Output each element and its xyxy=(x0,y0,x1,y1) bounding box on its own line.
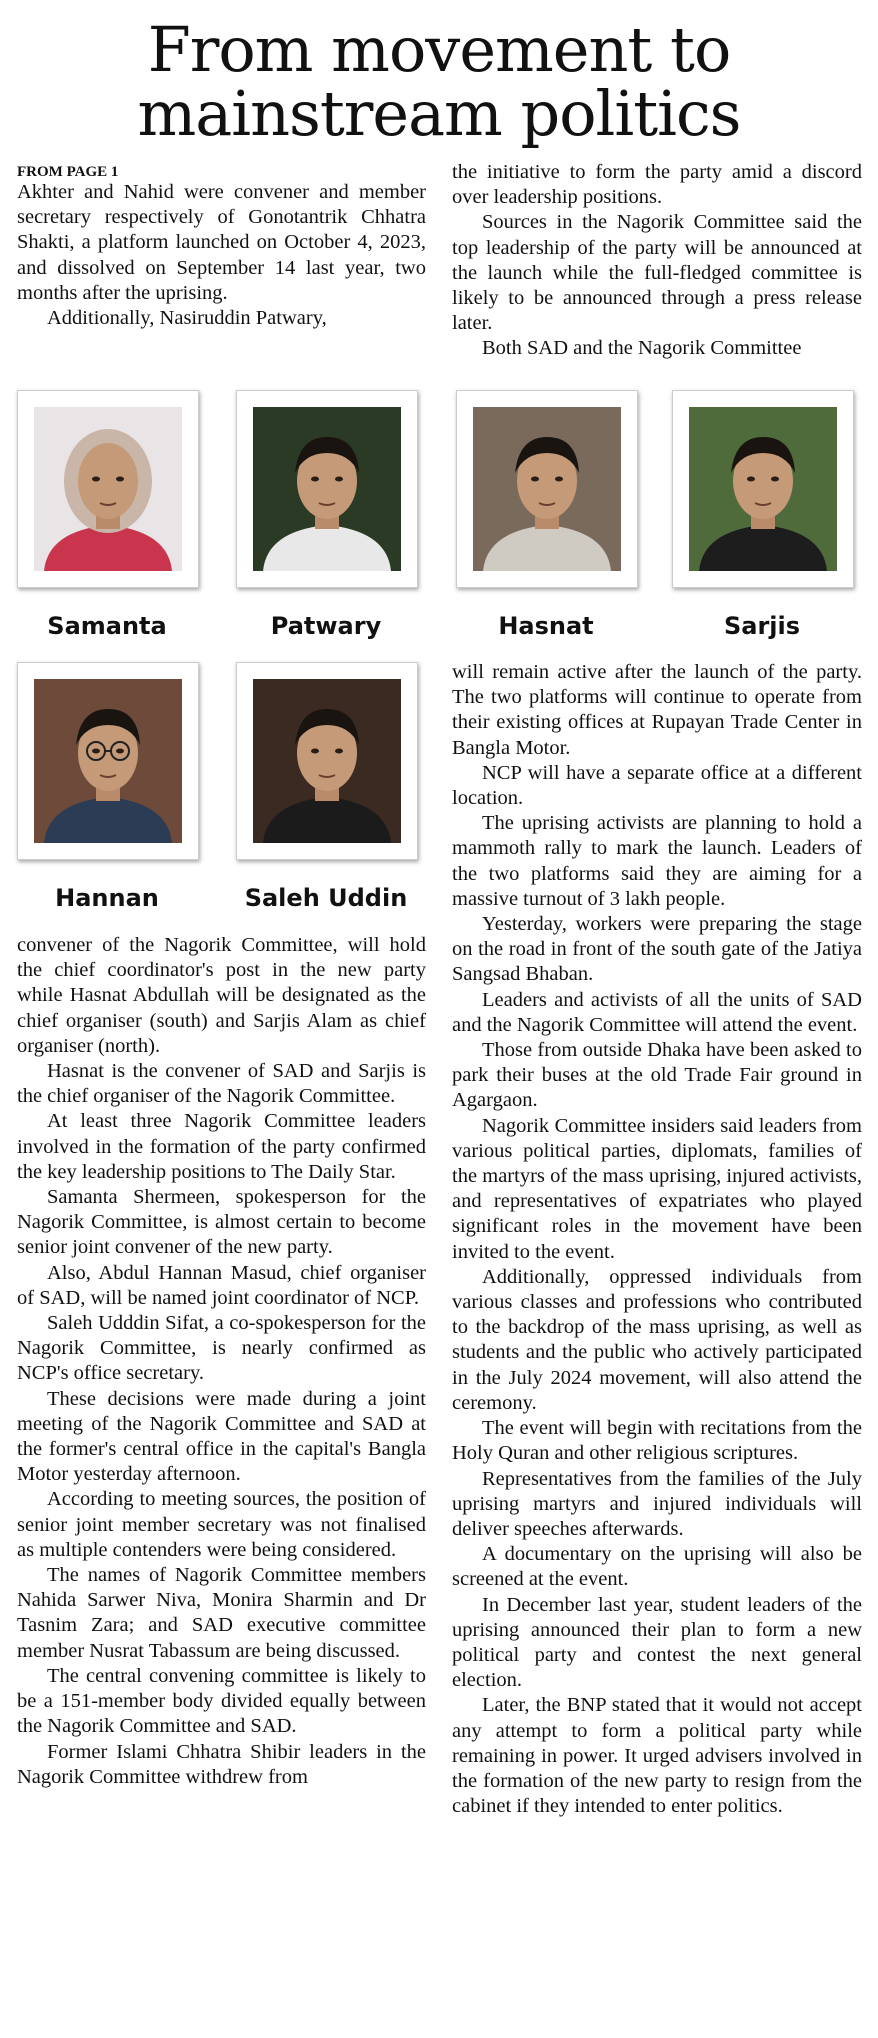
article-paragraph: Hasnat is the convener of SAD and Sarjis is the chief organiser of the Nagorik Committee. xyxy=(17,1060,426,1108)
article-paragraph: Nagorik Committee insiders said leaders from various political parties, diplomats, families of the martyrs of the mass uprising, injured activists, and representatives of expatriates who played significant roles in the movement have been invited to the event. xyxy=(452,1114,862,1263)
article-column-1-bottom xyxy=(17,933,426,1790)
article-paragraph: Akhter and Nahid were convener and member secretary respectively of Gonotantrik Chhatra Shakti, a platform launched on October 4, 2023, and dissolved on September 14 last year, two months after the uprising. xyxy=(17,181,426,304)
photo-caption: Hannan xyxy=(55,884,159,912)
article-column-2-bottom xyxy=(452,660,862,1819)
article-paragraph: Leaders and activists of all the units of SAD and the Nagorik Committee will attend the event. xyxy=(452,988,862,1036)
article-paragraph: Additionally, Nasiruddin Patwary, xyxy=(47,307,327,330)
article-paragraph: Saleh Udddin Sifat, a co-spokesperson for the Nagorik Committee, is nearly confirmed as NCP's office secretary. xyxy=(17,1312,426,1385)
portrait-man-glasses-icon xyxy=(34,679,182,843)
photo-frame xyxy=(456,390,638,588)
headline: From movement to mainstream politics xyxy=(137,13,741,150)
portrait-man-icon xyxy=(473,407,621,571)
article-column-2-top xyxy=(452,160,862,362)
photo-caption: Saleh Uddin xyxy=(244,884,408,912)
kicker: FROM PAGE 1 xyxy=(17,164,119,180)
portrait-woman-hijab-icon xyxy=(34,407,182,571)
article-paragraph: Both SAD and the Nagorik Committee xyxy=(482,337,802,360)
article-paragraph: NCP will have a separate office at a different location. xyxy=(452,761,862,810)
article-paragraph: will remain active after the launch of the party. The two platforms will continue to operate from their existing offices at Rupayan Trade Center in Bangla Motor. xyxy=(452,661,862,759)
photo-frame xyxy=(672,390,854,588)
photo-caption: Sarjis xyxy=(723,612,801,640)
article-paragraph: Later, the BNP stated that it would not accept any attempt to form a political party while remaining in power. It urged advisers involved in the formation of the new party to resign from the cabinet if they intended to enter politics. xyxy=(452,1694,862,1818)
portrait-man-icon xyxy=(253,407,401,571)
portrait-man-icon xyxy=(689,407,837,571)
article-paragraph: The central convening committee is likely to be a 151-member body divided equally between the Nagorik Committee and SAD. xyxy=(17,1664,426,1738)
article-paragraph: The uprising activists are planning to hold a mammoth rally to mark the launch. Leaders of the two platforms said they are aiming for a massive turnout of 3 lakh people. xyxy=(452,812,862,910)
article-paragraph: In December last year, student leaders of the uprising announced their plan to form a new political party and contest the next general election. xyxy=(452,1593,862,1692)
article-paragraph: At least three Nagorik Committee leaders involved in the formation of the party confirmed the key leadership positions to The Daily Star. xyxy=(17,1110,426,1183)
article-paragraph: Samanta Shermeen, spokesperson for the Nagorik Committee, is almost certain to become senior joint convener of the new party. xyxy=(17,1186,426,1259)
photo-caption: Patwary xyxy=(270,612,382,640)
article-paragraph: According to meeting sources, the position of senior joint member secretary was not finalised as multiple contenders were being considered. xyxy=(17,1488,426,1561)
article-column-1-top xyxy=(17,164,426,331)
portrait-man-icon xyxy=(253,679,401,843)
photo-frame xyxy=(236,390,418,588)
article-paragraph: Former Islami Chhatra Shibir leaders in the Nagorik Committee withdrew from xyxy=(17,1740,426,1788)
article-paragraph: Also, Abdul Hannan Masud, chief organiser of SAD, will be named joint coordinator of NCP. xyxy=(17,1261,426,1309)
article-paragraph: Additionally, oppressed individuals from various classes and professions who contributed to the backdrop of the mass uprising, as well as students and the public who actively participated in the July 2024 movement, will also attend the ceremony. xyxy=(452,1265,862,1414)
photo-frame xyxy=(17,662,199,860)
article-paragraph: Sources in the Nagorik Committee said the top leadership of the party will be announced at the launch while the full-fledged committee is likely to be announced through a press release later. xyxy=(452,211,862,335)
photo-caption: Hasnat xyxy=(498,612,594,640)
article-paragraph: Those from outside Dhaka have been asked to park their buses at the old Trade Fair ground in Agargaon. xyxy=(452,1039,862,1112)
photo-caption: Samanta xyxy=(47,612,167,640)
article-paragraph: the initiative to form the party amid a discord over leadership positions. xyxy=(452,161,862,209)
photo-frame xyxy=(236,662,418,860)
photo-frame xyxy=(17,390,199,588)
article-paragraph: Yesterday, workers were preparing the stage on the road in front of the south gate of the Jatiya Sangsad Bhaban. xyxy=(452,913,862,986)
article-paragraph: convener of the Nagorik Committee, will hold the chief coordinator's post in the new party while Hasnat Abdullah will be designated as the chief organiser (south) and Sarjis Alam as chief organiser (north). xyxy=(17,934,426,1057)
article-paragraph: The names of Nagorik Committee members Nahida Sarwer Niva, Monira Sharmin and Dr Tasnim Zara; and SAD executive committee member Nusrat Tabassum are being discussed. xyxy=(17,1564,426,1662)
article-paragraph: These decisions were made during a joint meeting of the Nagorik Committee and SAD at the former's central office in the capital's Bangla Motor yesterday afternoon. xyxy=(17,1387,426,1486)
article-paragraph: The event will begin with recitations from the Holy Quran and other religious scriptures. xyxy=(452,1417,862,1465)
article-paragraph: Representatives from the families of the July uprising martyrs and injured individuals will deliver speeches afterwards. xyxy=(452,1467,862,1540)
article-paragraph: A documentary on the uprising will also be screened at the event. xyxy=(452,1543,862,1591)
